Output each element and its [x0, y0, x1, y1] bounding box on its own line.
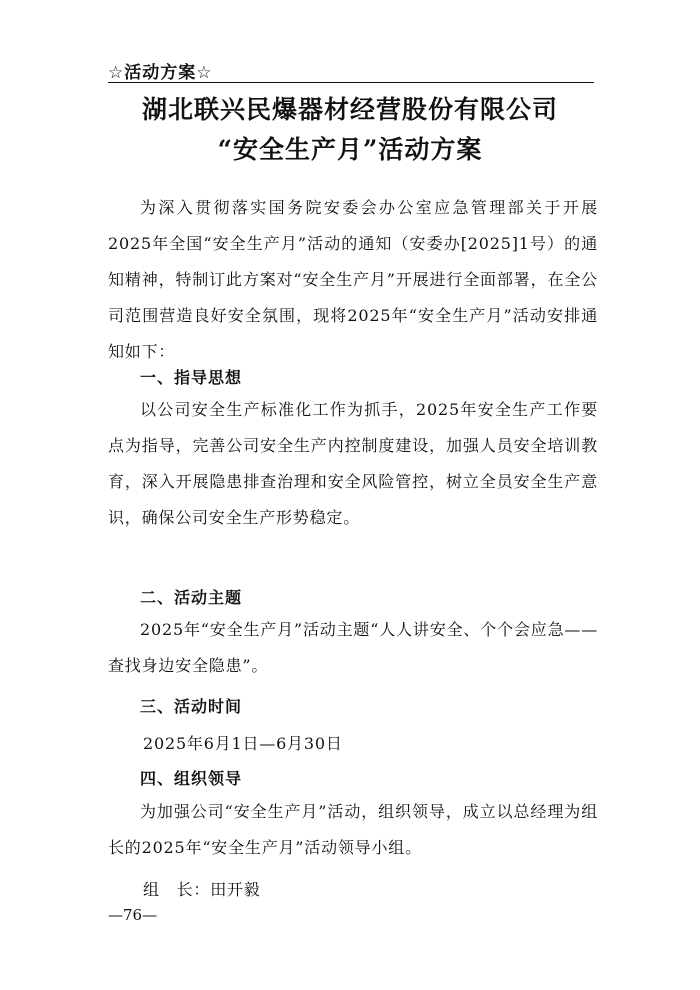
section-body-activity-theme: 2025年“安全生产月”活动主题“人人讲安全、个个会应急——查找身边安全隐患”。 — [108, 620, 598, 675]
header-tag: ☆活动方案☆ — [108, 63, 213, 83]
section-body-activity-time: 2025年6月1日—6月30日 — [143, 734, 343, 753]
intro-paragraph: 为深入贯彻落实国务院安委会办公室应急管理部关于开展2025年全国“安全生产月”活动的通知（安委办[2025]1号）的通知精神，特制订此方案对“安全生产月”开展进行全面部署，在全公司范围营造良好安全氛围，现将2025年“安全生产月”活动安排通知如下： — [108, 198, 598, 361]
section-heading-activity-theme: 二、活动主题 — [140, 588, 243, 607]
page-number: —76— — [108, 906, 158, 924]
header-rule — [108, 82, 594, 83]
document-title-line2: “安全生产月”活动方案 — [217, 135, 483, 164]
document-title-line1: 湖北联兴民爆器材经营股份有限公司 — [141, 95, 558, 124]
section-heading-activity-time: 三、活动时间 — [140, 697, 243, 716]
section-heading-guiding-ideology: 一、指导思想 — [140, 368, 243, 387]
section-body-organization: 为加强公司“安全生产月”活动，组织领导，成立以总经理为组长的2025年“安全生产月”活动领导小组。 — [108, 802, 598, 857]
section-heading-organization: 四、组织领导 — [140, 769, 243, 788]
leader-line: 组 长：田开毅 — [143, 880, 261, 899]
section-body-guiding-ideology: 以公司安全生产标准化工作为抓手，2025年安全生产工作要点为指导，完善公司安全生产内控制度建设，加强人员安全培训教育，深入开展隐患排查治理和安全风险管控，树立全员安全生产意识，确保公司安全生产形势稳定。 — [108, 400, 598, 527]
